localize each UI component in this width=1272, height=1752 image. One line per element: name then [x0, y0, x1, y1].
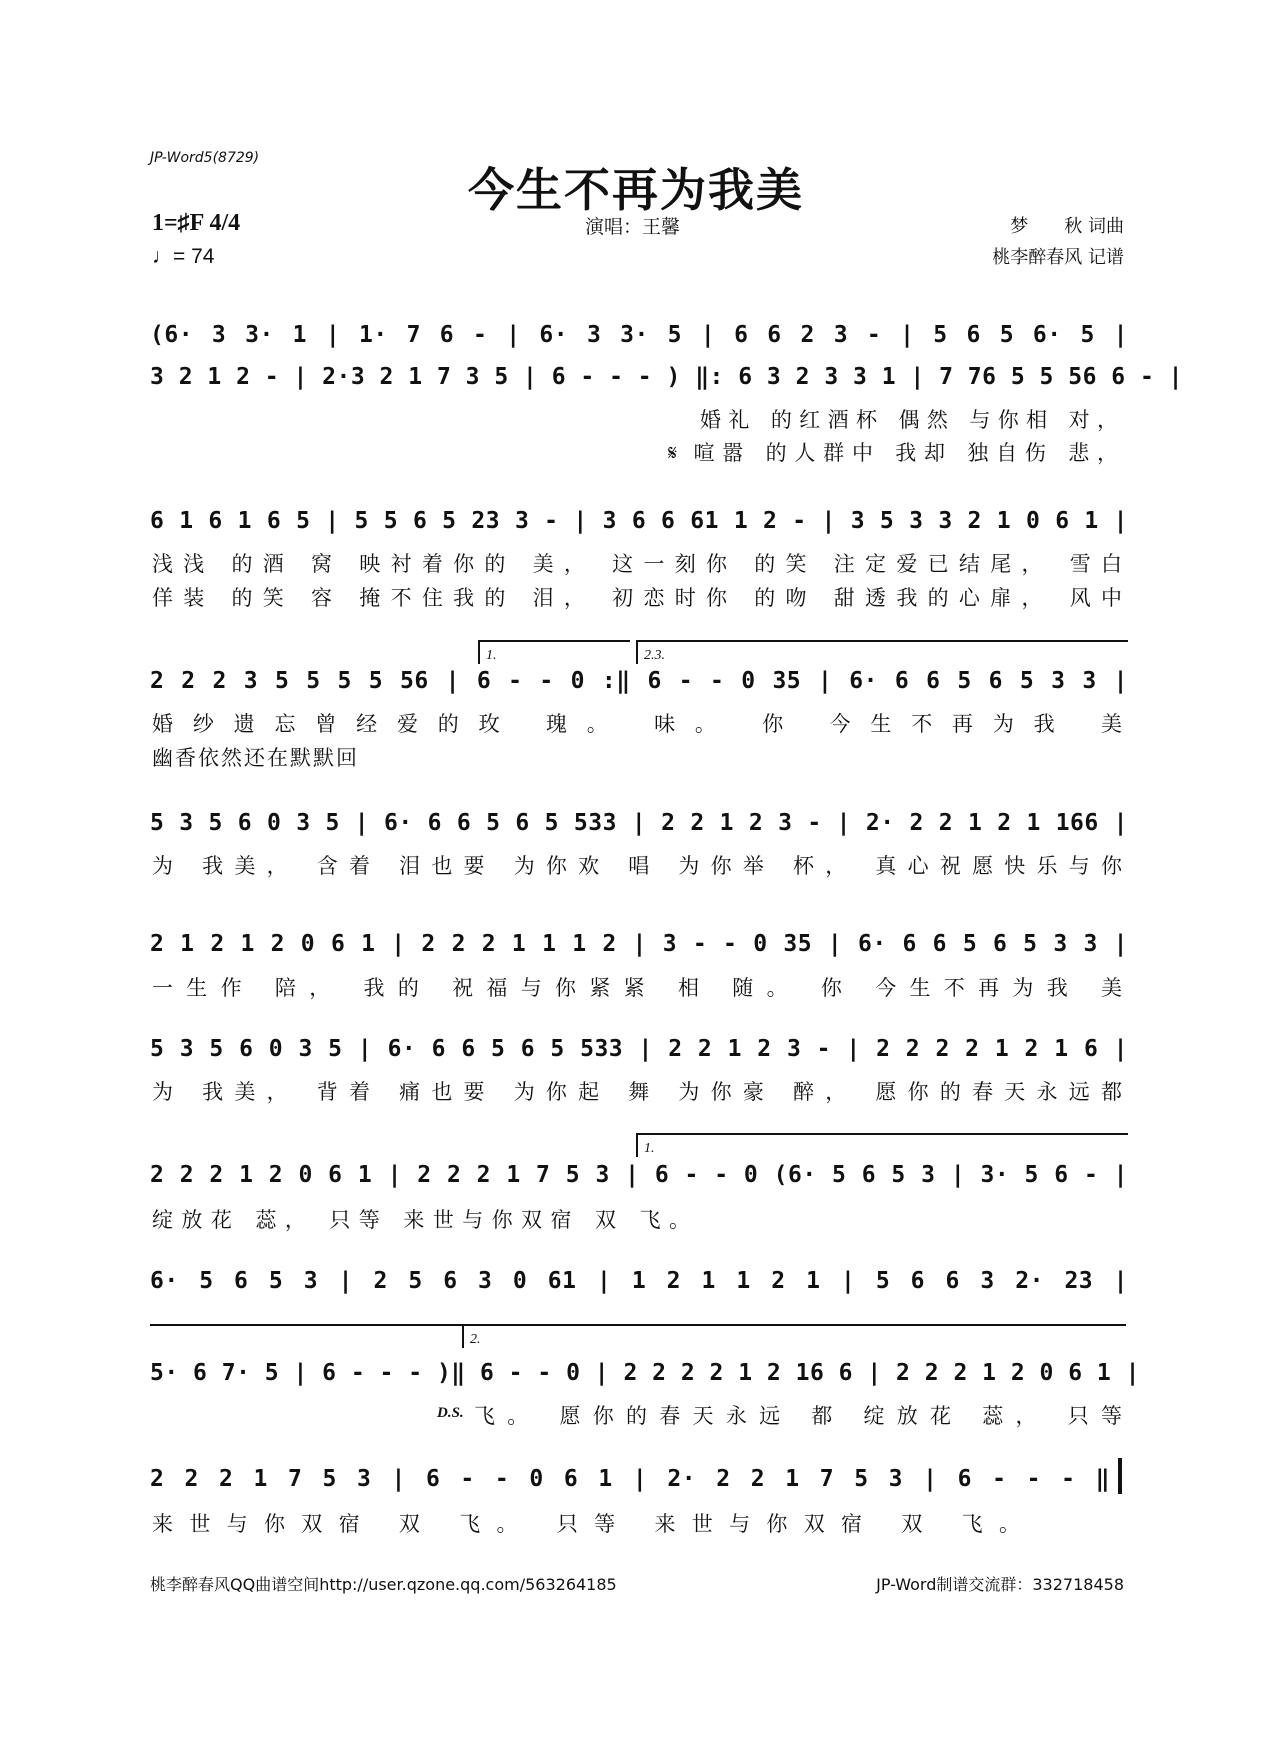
source-tag: JP-Word5(8729): [150, 150, 260, 166]
volta-bracket-1-ending: 1.: [636, 1133, 1128, 1157]
lyric-row-3-verse-1: 浅浅 的酒 窝 映衬着你的 美， 这一刻你 的笑 注定爱已结尾， 雪白: [152, 552, 1124, 576]
dal-segno-mark: D.S.: [437, 1405, 464, 1421]
notation-row-4: 2 2 2 3 5 5 5 5 56 | 6 - - 0 :‖ 6 - - 0 35 | 6· 6 6 5 6 5 3 3 |: [150, 668, 1128, 694]
notation-row-9: 6· 5 6 5 3 | 2 5 6 3 0 61 | 1 2 1 1 2 1 | 5 6 6 3 2· 23 |: [150, 1268, 1128, 1294]
notation-row-6: 2 1 2 1 2 0 6 1 | 2 2 2 1 1 1 2 | 3 - - 0 35 | 6· 6 6 5 6 5 3 3 |: [150, 931, 1128, 957]
lyric-row-10: 飞。 愿你的春天永远 都 绽放花 蕊， 只等: [474, 1404, 1124, 1428]
singer-credit: 演唱：王馨: [585, 216, 681, 238]
notation-row-8: 2 2 2 1 2 0 6 1 | 2 2 2 1 7 5 3 | 6 - - 0 (6· 5 6 5 3 | 3· 5 6 - |: [150, 1162, 1128, 1188]
notation-row-1: (6· 3 3· 1 | 1· 7 6 - | 6· 3 3· 5 | 6 6 2 3 - | 5 6 5 6· 5 |: [150, 322, 1128, 348]
lyric-row-2-verse-1: 婚礼 的红酒杯 偶然 与你相 对，: [700, 408, 1120, 432]
notation-row-7: 5 3 5 6 0 3 5 | 6· 6 6 5 6 5 533 | 2 2 1 2 3 - | 2 2 2 2 1 2 1 6 |: [150, 1036, 1128, 1062]
volta-bracket-2-3: 2.3.: [636, 640, 1128, 664]
notation-row-3: 6 1 6 1 6 5 | 5 5 6 5 23 3 - | 3 6 6 61 1 2 - | 3 5 3 3 2 1 0 6 1 |: [150, 508, 1128, 534]
footer-source-link: 桃李醉春风QQ曲谱空间http://user.qzone.qq.com/563264185: [150, 1575, 617, 1594]
notation-row-2: 3 2 1 2 - | 2·3 2 1 7 3 5 | 6 - - - ) ‖: 6 3 2 3 3 1 | 7 76 5 5 56 6 - |: [150, 364, 1183, 390]
lyric-row-11: 来世与你双宿 双 飞。 只等 来世与你双宿 双 飞。: [152, 1512, 1022, 1536]
notation-row-5: 5 3 5 6 0 3 5 | 6· 6 6 5 6 5 533 | 2 2 1 2 3 - | 2· 2 2 1 2 1 166 |: [150, 810, 1128, 836]
lyric-row-6: 一生作 陪， 我的 祝福与你紧紧 相 随。 你 今生不再为我 美: [152, 976, 1124, 1000]
volta-bracket-1: 1.: [478, 640, 630, 664]
footer-group-info: JP-Word制谱交流群：332718458: [876, 1575, 1124, 1594]
final-barline: [1118, 1458, 1122, 1494]
lyric-row-2-verse-2: 𝄋 喧嚣 的人群中 我却 独自伤 悲，: [668, 441, 1120, 465]
song-title: 今生不再为我美: [468, 163, 804, 217]
lyric-row-5: 为 我美， 含着 泪也要 为你欢 唱 为你举 杯， 真心祝愿快乐与你: [152, 854, 1124, 878]
lyricist-composer-credit: 梦 秋 词曲: [1010, 216, 1124, 237]
key-signature: 1=♯F 4/4: [152, 210, 241, 236]
lyric-row-4-verse-2: 幽香依然还在默默回: [152, 746, 359, 770]
lyric-row-3-verse-2: 佯装 的笑 容 掩不住我的 泪， 初恋时你 的吻 甜透我的心扉， 风中: [152, 586, 1124, 610]
lyric-row-7: 为 我美， 背着 痛也要 为你起 舞 为你豪 醉， 愿你的春天永远都: [152, 1080, 1124, 1104]
notation-row-11: 2 2 2 1 7 5 3 | 6 - - 0 6 1 | 2· 2 2 1 7 5 3 | 6 - - - ‖: [150, 1466, 1110, 1492]
lyric-row-8: 绽放花 蕊， 只等 来世与你双宿 双 飞。: [152, 1208, 692, 1232]
lyric-row-4-verse-1: 婚纱遗忘曾经爱的玫 瑰。 味。 你 今生不再为我 美: [152, 712, 1124, 736]
notation-row-10: 5· 6 7· 5 | 6 - - - )‖ 6 - - 0 | 2 2 2 2 1 2 16 6 | 2 2 2 1 2 0 6 1 |: [150, 1360, 1140, 1386]
volta-bracket-2: 2.: [462, 1324, 1126, 1348]
tempo-marking: ♩= 74: [152, 245, 215, 268]
transcriber-credit: 桃李醉春风 记谱: [992, 247, 1124, 268]
